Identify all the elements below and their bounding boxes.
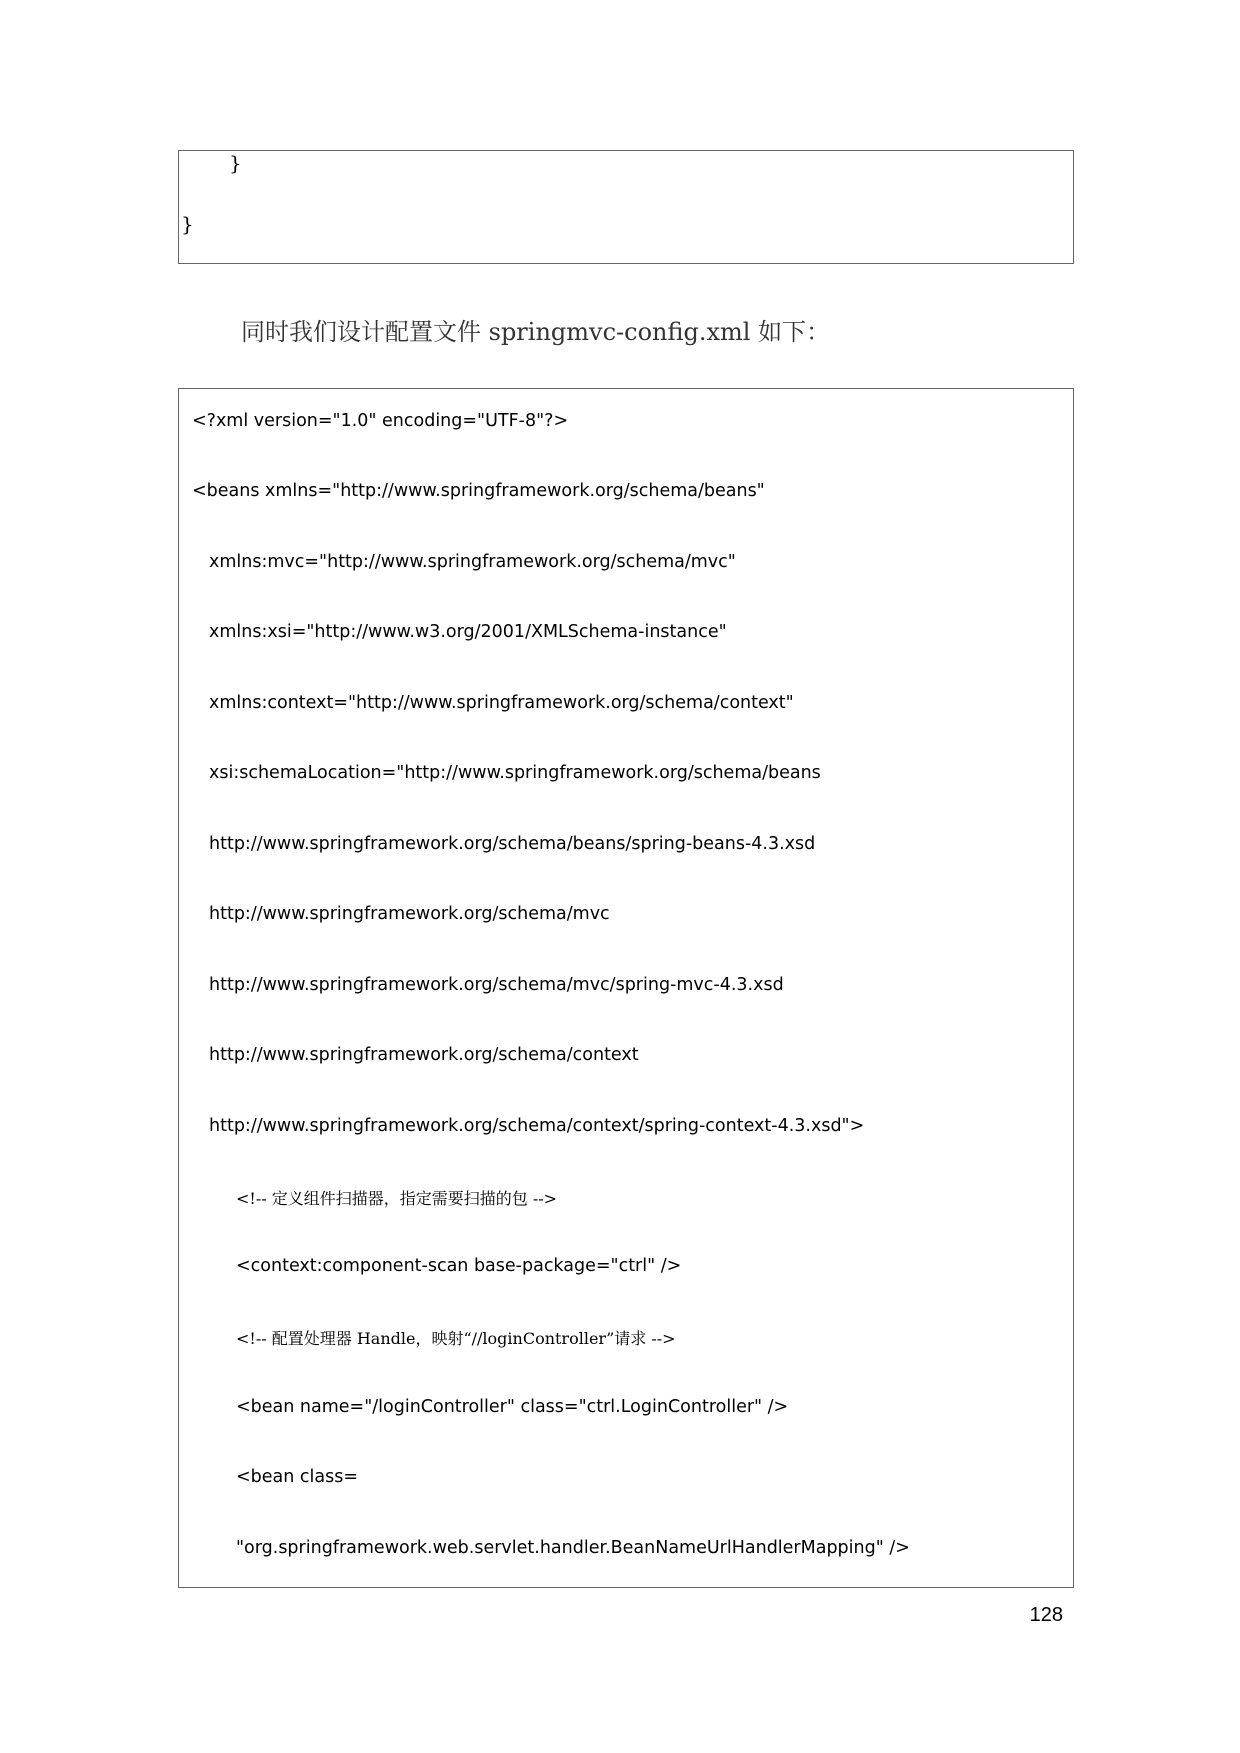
paragraph-heading: 同时我们设计配置文件 springmvc-config.xml 如下：	[241, 318, 831, 346]
code-line: <beans xmlns="http://www.springframework.org/schema/beans"	[192, 481, 765, 501]
code-line: xsi:schemaLocation="http://www.springframework.org/schema/beans	[209, 763, 821, 783]
code-line: <bean name="/loginController" class="ctrl.LoginController" />	[236, 1397, 789, 1417]
page-number: 128	[1029, 1604, 1063, 1626]
closing-brace-inner: }	[229, 151, 242, 175]
code-line: xmlns:xsi="http://www.w3.org/2001/XMLSchema-instance"	[209, 622, 727, 642]
code-line: <?xml version="1.0" encoding="UTF-8"?>	[192, 411, 569, 431]
code-block-xml-config	[178, 388, 1074, 1588]
code-line: xmlns:mvc="http://www.springframework.org/schema/mvc"	[209, 552, 736, 572]
code-line: http://www.springframework.org/schema/mvc	[209, 904, 610, 924]
code-line: http://www.springframework.org/schema/mvc/spring-mvc-4.3.xsd	[209, 975, 784, 995]
code-comment: <!-- 配置处理器 Handle，映射“//loginController”请求 -->	[236, 1329, 676, 1348]
code-line: <bean class=	[236, 1467, 359, 1487]
code-line: http://www.springframework.org/schema/beans/spring-beans-4.3.xsd	[209, 834, 816, 854]
code-line: "org.springframework.web.servlet.handler.BeanNameUrlHandlerMapping" />	[236, 1538, 910, 1558]
code-line: xmlns:context="http://www.springframework.org/schema/context"	[209, 693, 794, 713]
closing-brace-outer: }	[181, 212, 194, 236]
code-comment: <!-- 定义组件扫描器，指定需要扫描的包 -->	[236, 1189, 558, 1208]
code-line: <context:component-scan base-package="ctrl" />	[236, 1256, 682, 1276]
code-block-java-tail	[178, 150, 1074, 264]
code-line: http://www.springframework.org/schema/context/spring-context-4.3.xsd">	[209, 1116, 865, 1136]
code-line: http://www.springframework.org/schema/context	[209, 1045, 639, 1065]
